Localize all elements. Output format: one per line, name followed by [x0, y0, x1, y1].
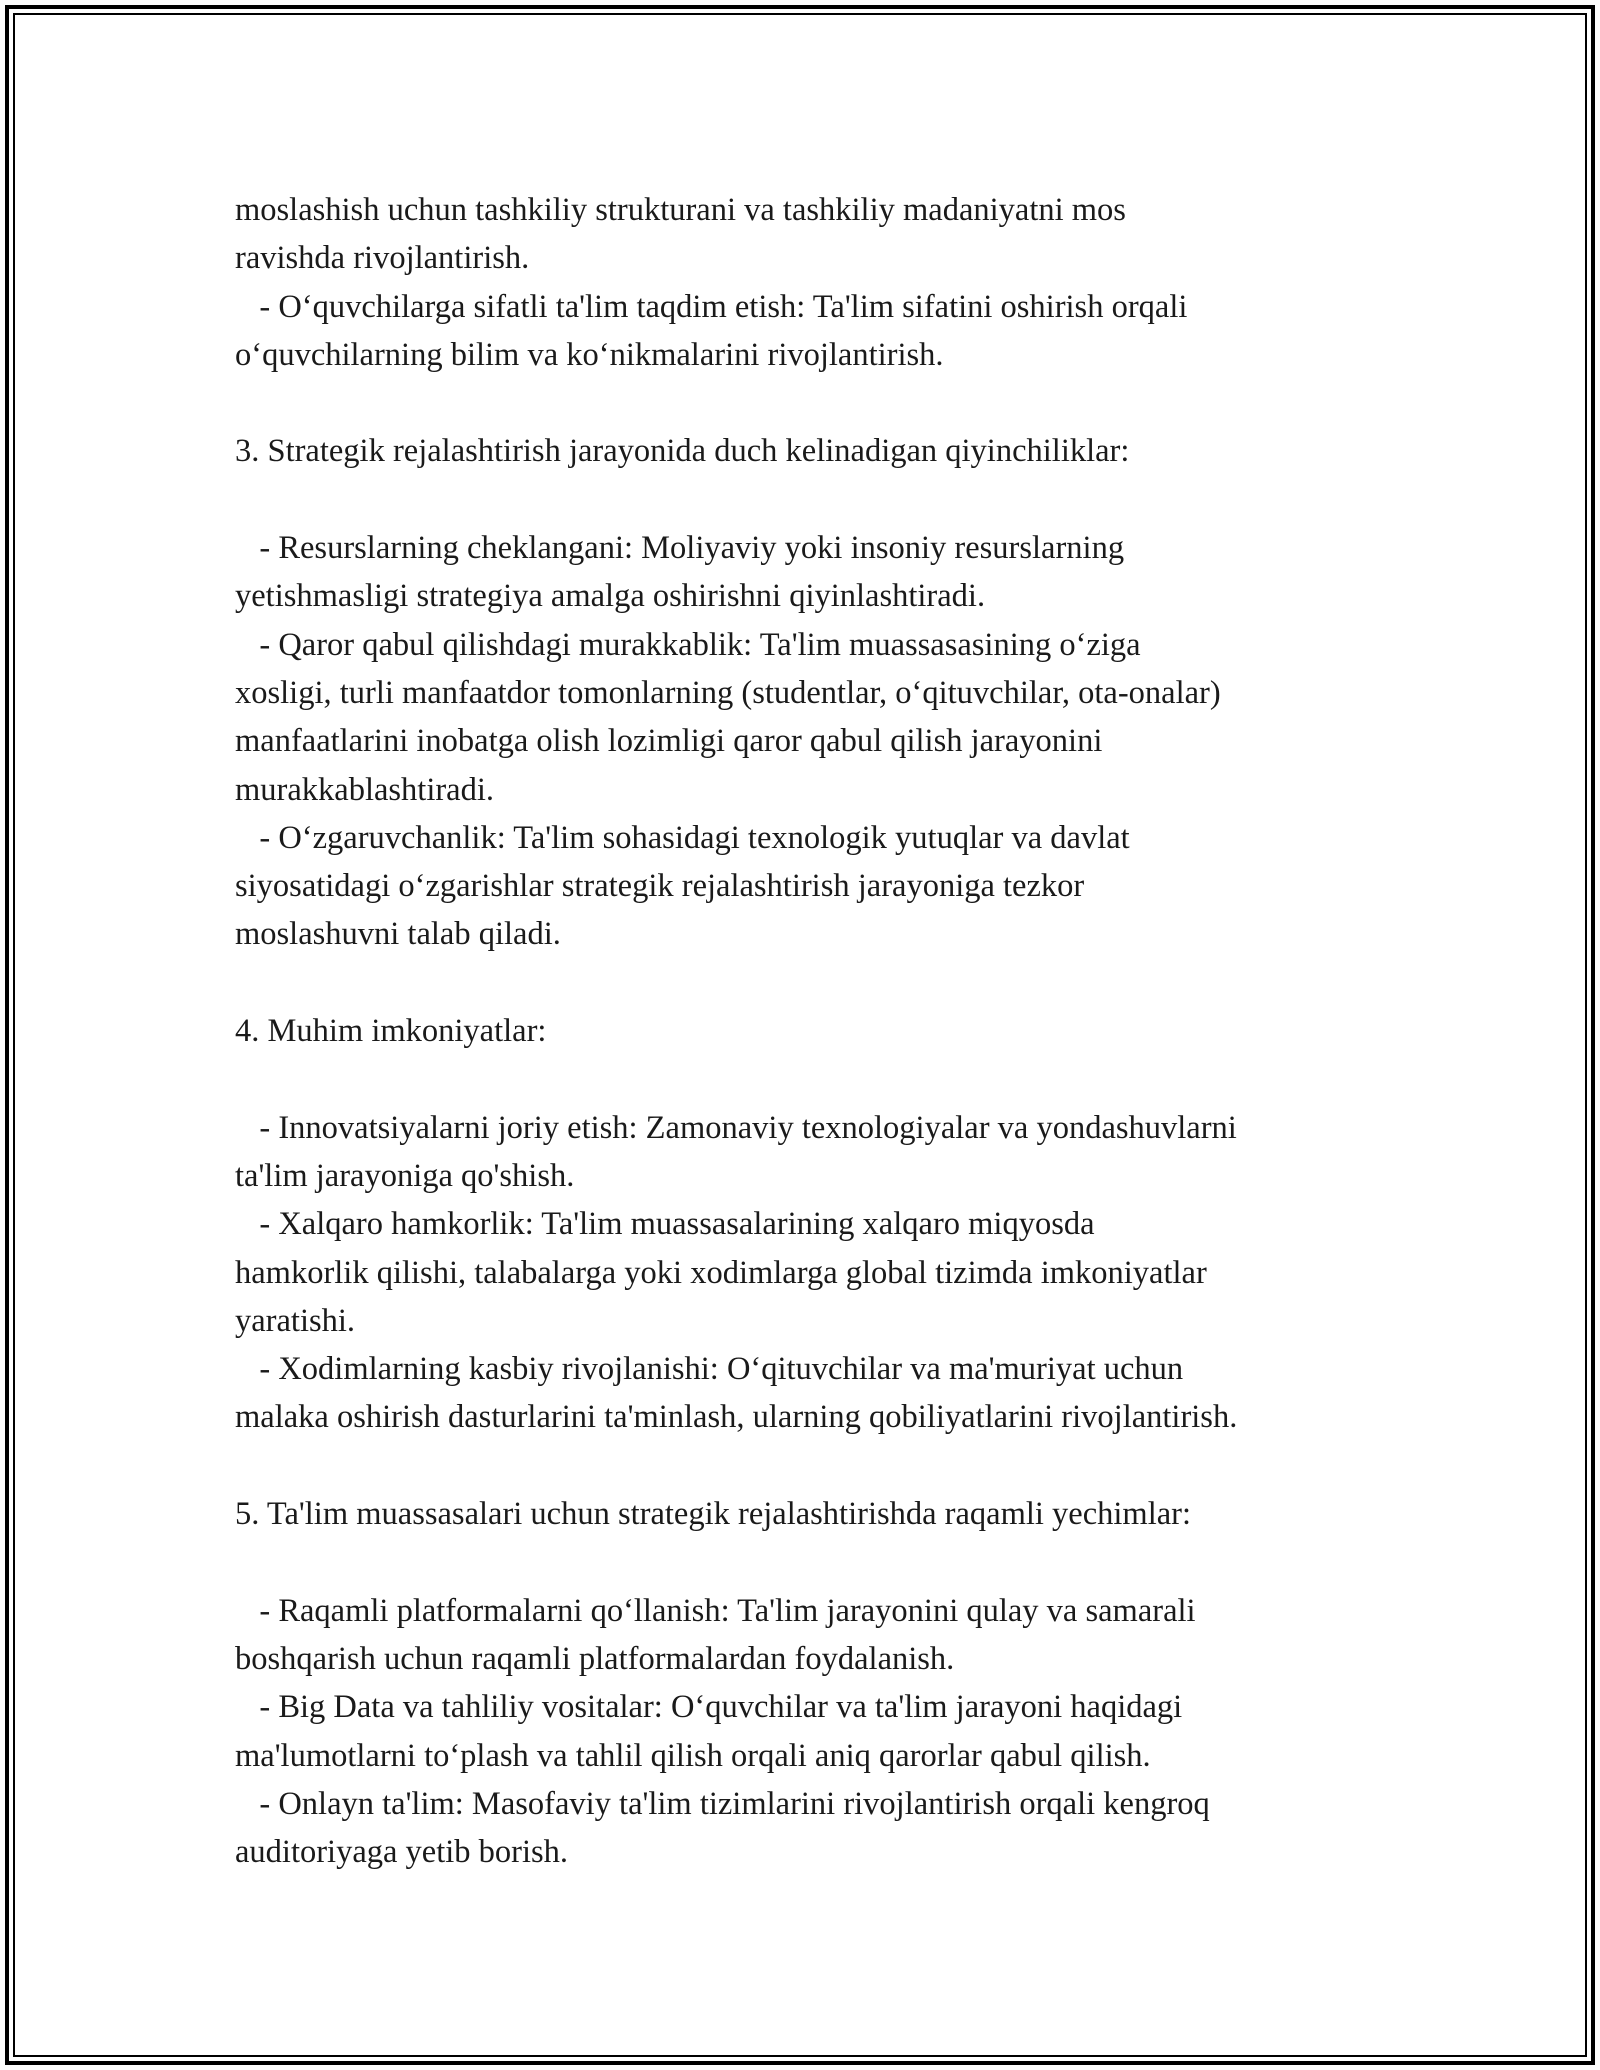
list-item-text: - Xalqaro hamkorlik: Ta'lim muassasalarining xalqaro miqyosda [235, 1206, 1095, 1243]
blank-line [235, 1538, 1385, 1586]
text-line: oʻquvchilarning bilim va koʻnikmalarini rivojlantirish. [235, 336, 944, 373]
text-line: siyosatidagi oʻzgarishlar strategik rejalashtirish jarayoniga tezkor [235, 868, 1085, 905]
text-line: boshqarish uchun raqamli platformalardan foydalanish. [235, 1640, 955, 1677]
list-item-text: - Raqamli platformalarni qoʻllanish: Ta'lim jarayonini qulay va samarali [235, 1592, 1196, 1629]
text-line: yaratishi. [235, 1302, 356, 1339]
text-line: xosligi, turli manfaatdor tomonlarning (studentlar, oʻqituvchilar, ota-onalar) [235, 674, 1221, 711]
text-line: ravishda rivojlantirish. [235, 240, 530, 277]
section-heading-3: 3. Strategik rejalashtirish jarayonida duch kelinadigan qiyinchiliklar: [235, 433, 1130, 470]
text-line: yetishmasligi strategiya amalga oshirishni qiyinlashtiradi. [235, 578, 986, 615]
list-item-text: - Big Data va tahliliy vositalar: Oʻquvchilar va ta'lim jarayoni haqidagi [235, 1689, 1183, 1726]
text-line: hamkorlik qilishi, talabalarga yoki xodimlarga global tizimda imkoniyatlar [235, 1254, 1207, 1291]
blank-line [235, 1442, 1385, 1490]
list-item-text: - Resurslarning cheklangani: Moliyaviy yoki insoniy resurslarning [235, 530, 1125, 567]
blank-line [235, 379, 1385, 427]
blank-line [235, 476, 1385, 524]
text-line: auditoriyaga yetib borish. [235, 1834, 569, 1871]
list-item-text: - Oʻzgaruvchanlik: Ta'lim sohasidagi texnologik yutuqlar va davlat [235, 819, 1130, 856]
text-line: ta'lim jarayoniga qo'shish. [235, 1157, 575, 1194]
text-line: moslashuvni talab qiladi. [235, 916, 561, 953]
blank-line [235, 959, 1385, 1007]
text-line: murakkablashtiradi. [235, 771, 495, 808]
section-heading-4: 4. Muhim imkoniyatlar: [235, 1013, 547, 1050]
list-item-text: - Innovatsiyalarni joriy etish: Zamonaviy texnologiyalar va yondashuvlarni [235, 1109, 1237, 1146]
blank-line [235, 1055, 1385, 1103]
text-line: moslashish uchun tashkiliy strukturani va tashkiliy madaniyatni mos [235, 192, 1126, 228]
text-line: manfaatlarini inobatga olish lozimligi qaror qabul qilish jarayonini [235, 723, 1103, 760]
list-item-text: - Xodimlarning kasbiy rivojlanishi: Oʻqituvchilar va ma'muriyat uchun [235, 1351, 1184, 1388]
text-line: ma'lumotlarni toʻplash va tahlil qilish orqali aniq qarorlar qabul qilish. [235, 1737, 1151, 1774]
document-body [235, 186, 1385, 1876]
list-item-text: - Oʻquvchilarga sifatli ta'lim taqdim etish: Ta'lim sifatini oshirish orqali [235, 288, 1188, 325]
text-line: malaka oshirish dasturlarini ta'minlash, ularning qobiliyatlarini rivojlantirish. [235, 1399, 1238, 1436]
list-item-text: - Qaror qabul qilishdagi murakkablik: Ta'lim muassasasining oʻziga [235, 626, 1141, 663]
list-item-text: - Onlayn ta'lim: Masofaviy ta'lim tizimlarini rivojlantirish orqali kengroq [235, 1785, 1210, 1822]
section-heading-5: 5. Ta'lim muassasalari uchun strategik rejalashtirishda raqamli yechimlar: [235, 1496, 1192, 1533]
